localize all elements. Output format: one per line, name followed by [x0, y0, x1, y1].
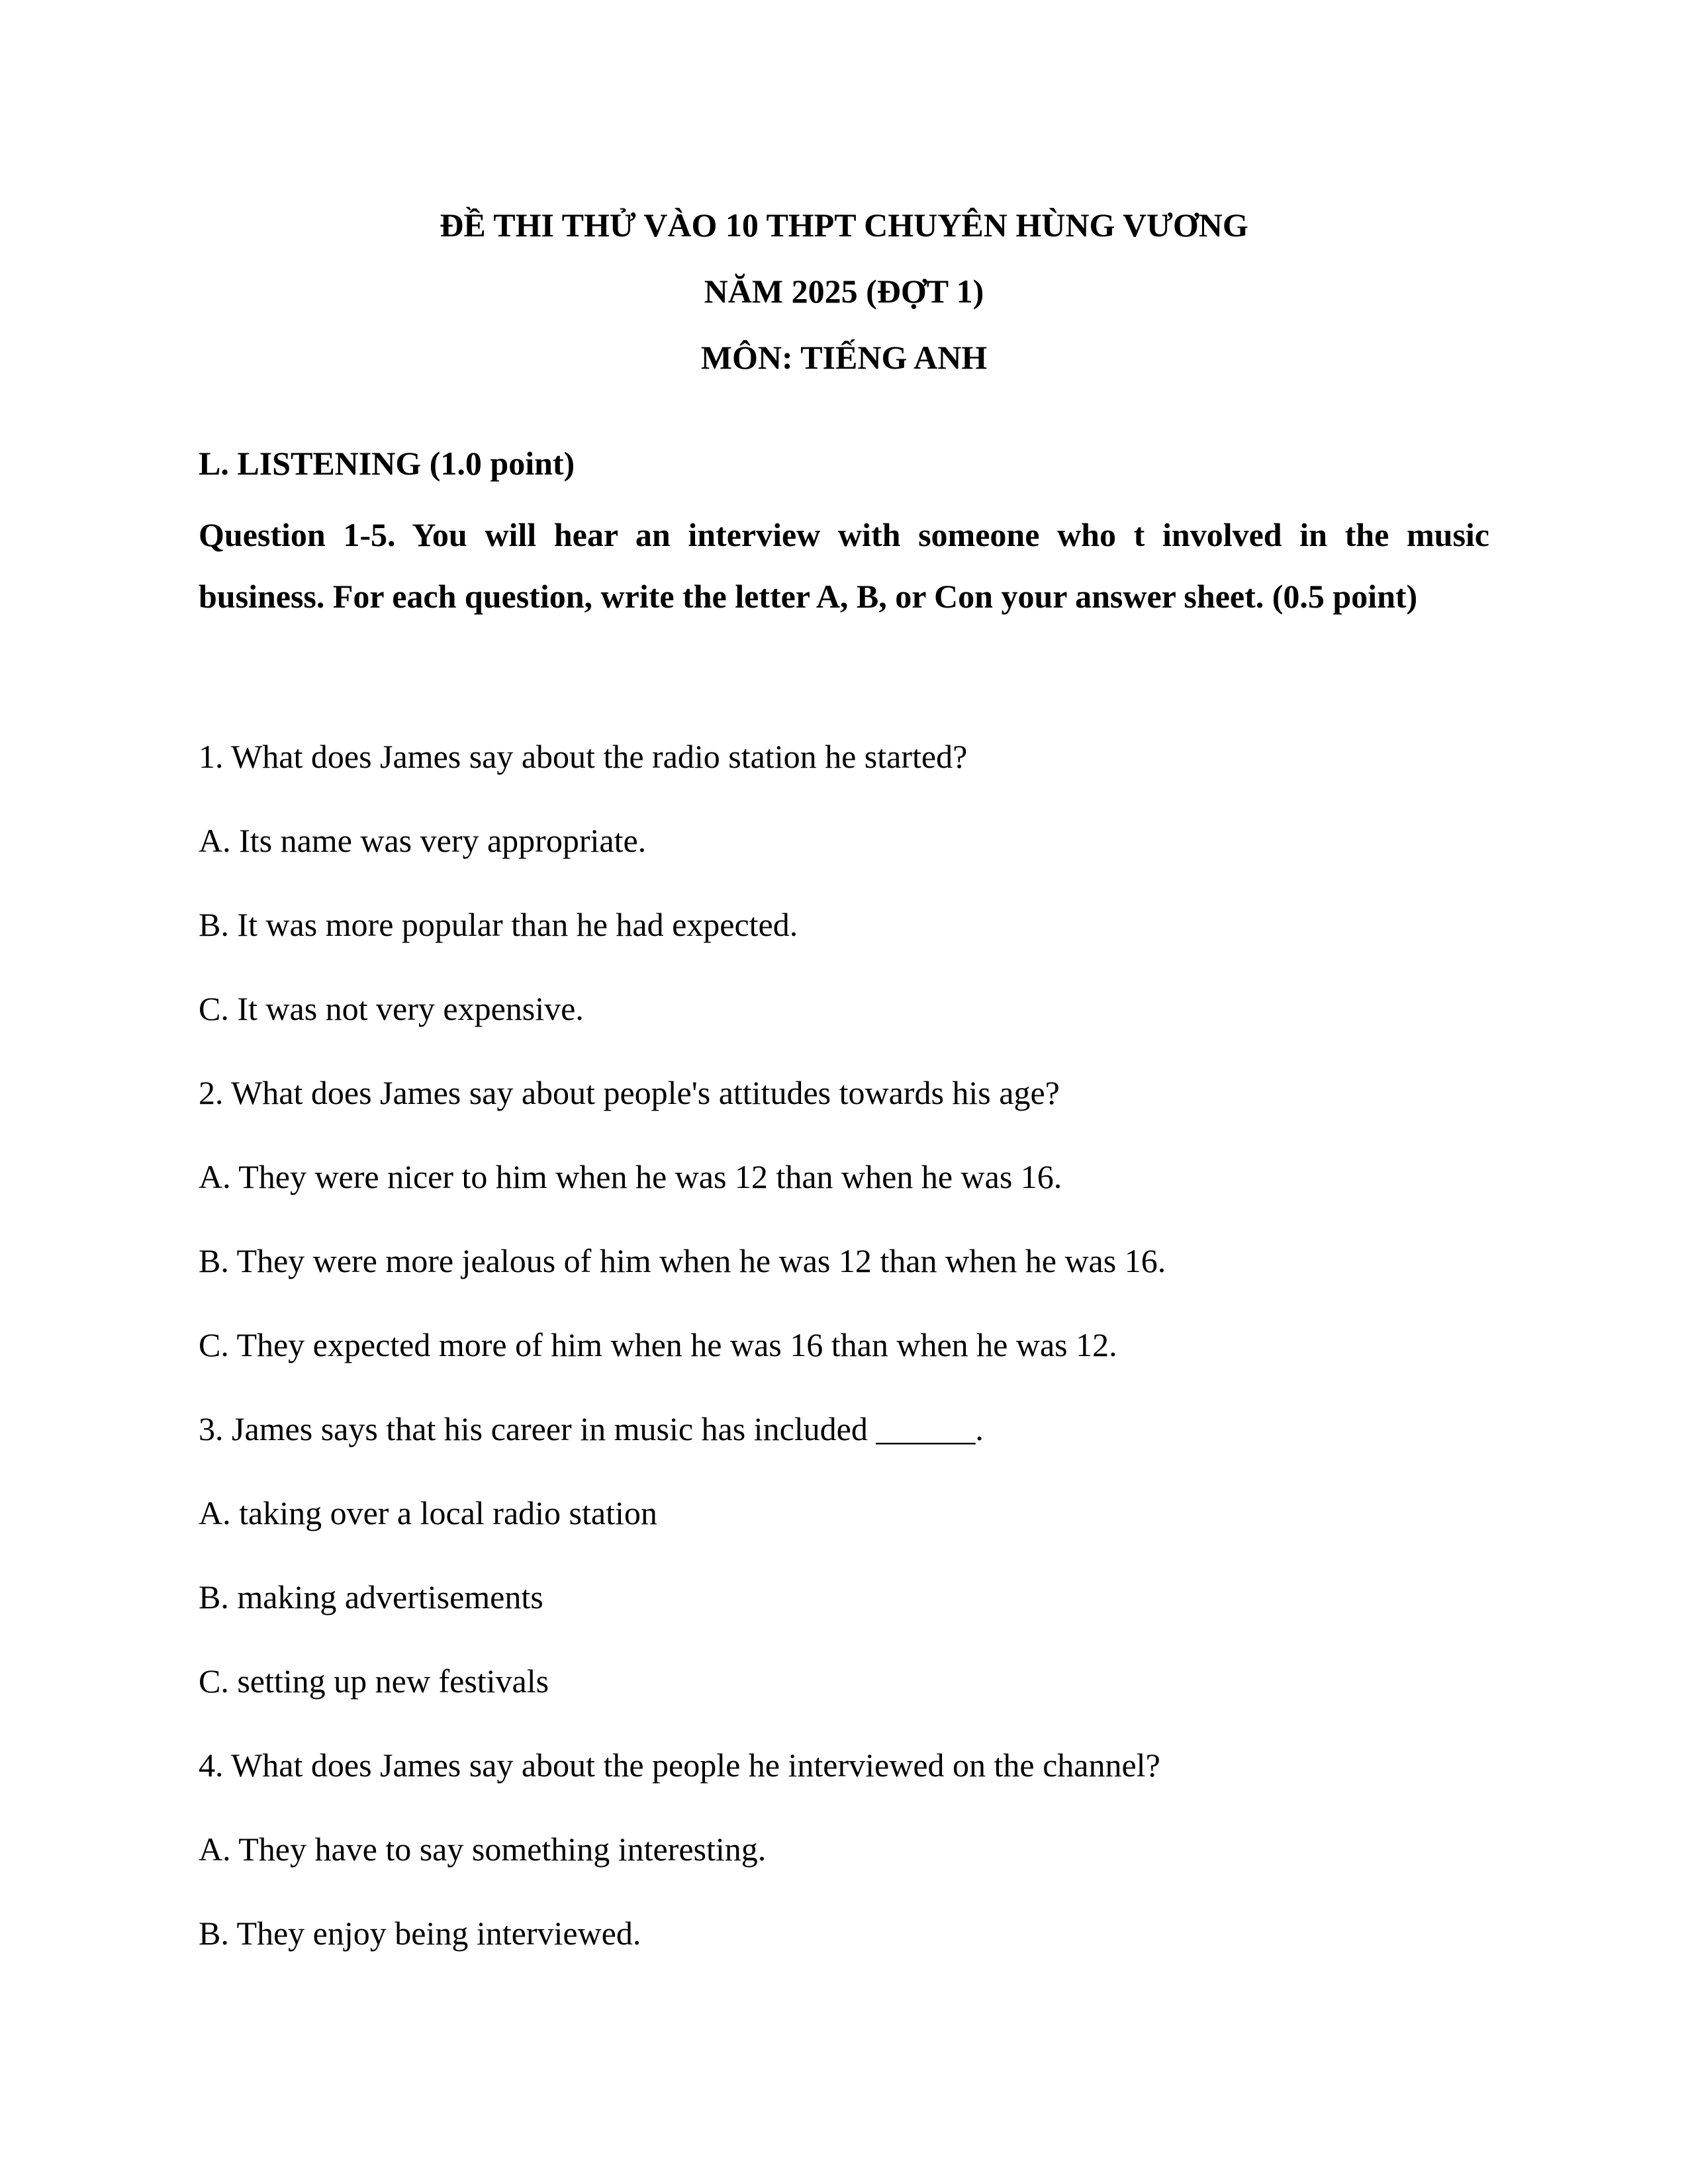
question-item — [199, 715, 1489, 1051]
exam-title — [0, 192, 1688, 390]
answer-option: B. making advertisements — [199, 1578, 543, 1615]
question-stem: 2. What does James say about people's attitudes towards his age? — [199, 1074, 1060, 1111]
answer-option: B. They enjoy being interviewed. — [199, 1915, 641, 1952]
question-item — [199, 1387, 1489, 1723]
answer-option: A. They were nicer to him when he was 12 than when he was 16. — [199, 1158, 1062, 1195]
answer-option: C. They expected more of him when he was 16 than when he was 12. — [199, 1326, 1117, 1363]
exam-title-line-2: NĂM 2025 (ĐỢT 1) — [704, 273, 984, 310]
section-instruction: Question 1-5. You will hear an interview with someone who t involved in the music business. For each question, write the letter A, B, or Con your answer sheet. (0.5 point) — [199, 516, 1489, 615]
question-list — [199, 715, 1489, 1976]
answer-option: A. taking over a local radio station — [199, 1494, 657, 1531]
question-stem: 3. James says that his career in music has included ______. — [199, 1410, 984, 1447]
answer-option: A. Its name was very appropriate. — [199, 822, 647, 859]
answer-option: C. setting up new festivals — [199, 1662, 549, 1700]
section-heading-listening: L. LISTENING (1.0 point) — [199, 445, 575, 482]
question-item — [199, 1723, 1489, 1976]
exam-title-line-1: ĐỀ THI THỬ VÀO 10 THPT CHUYÊN HÙNG VƯƠNG — [440, 206, 1248, 244]
answer-option: B. It was more popular than he had expected. — [199, 906, 798, 943]
question-stem: 1. What does James say about the radio station he started? — [199, 738, 968, 775]
answer-option: C. It was not very expensive. — [199, 990, 584, 1027]
answer-option: B. They were more jealous of him when he was 12 than when he was 16. — [199, 1242, 1166, 1279]
exam-subject-line: MÔN: TIẾNG ANH — [700, 339, 988, 376]
question-item — [199, 1051, 1489, 1387]
question-stem: 4. What does James say about the people he interviewed on the channel? — [199, 1747, 1160, 1784]
answer-option: A. They have to say something interesting. — [199, 1831, 767, 1868]
